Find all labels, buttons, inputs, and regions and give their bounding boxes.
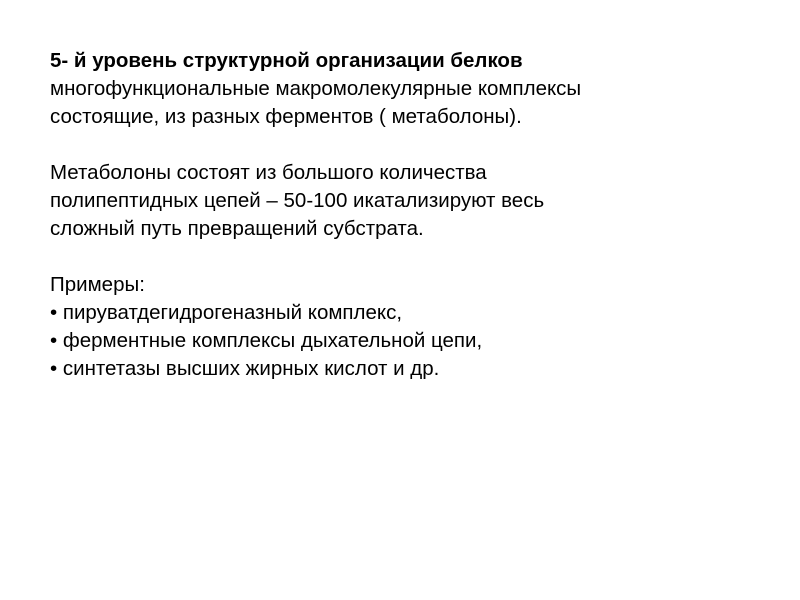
slide-title: 5- й уровень структурной организации белков [50, 49, 523, 72]
description-line-1: Метаболоны состоят из большого количества [50, 161, 487, 184]
example-item-2: • ферментные комплексы дыхательной цепи, [50, 329, 483, 352]
definition-line-2: состоящие, из разных ферментов ( метаболоны). [50, 105, 522, 128]
description-line-3: сложный путь превращений субстрата. [50, 217, 424, 240]
definition-line-1: многофункциональные макромолекулярные комплексы [50, 77, 582, 100]
examples-heading: Примеры: [50, 273, 145, 296]
slide-body [50, 47, 770, 383]
paragraph-spacer [50, 243, 770, 271]
example-item-1: • пируватдегидрогеназный комплекс, [50, 301, 403, 324]
paragraph-spacer [50, 131, 770, 159]
example-item-3: • синтетазы высших жирных кислот и др. [50, 357, 440, 380]
description-line-2: полипептидных цепей – 50-100 икатализируют весь [50, 189, 545, 212]
